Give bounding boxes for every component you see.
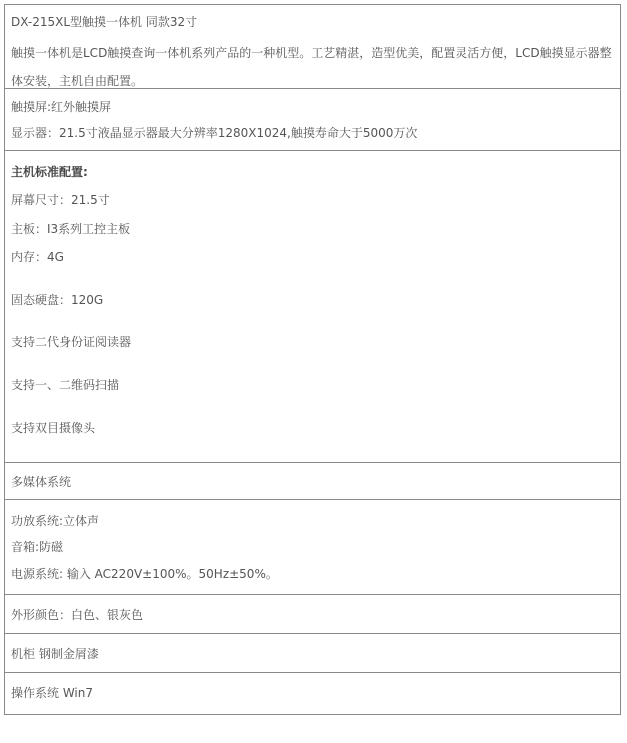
- os-spec: 操作系统 Win7: [11, 686, 93, 700]
- screen-size-spec: 屏幕尺寸：21.5寸: [11, 193, 110, 207]
- amplifier-spec: 功放系统:立体声: [11, 514, 100, 528]
- appearance-color-spec: 外形颜色：白色、银灰色: [11, 608, 144, 622]
- product-description-line1: 触摸一体机是LCD触摸查询一体机系列产品的一种机型。工艺精湛，造型优美，配置灵活方便，LCD触摸显示器整: [11, 46, 612, 60]
- os-row: [5, 673, 620, 714]
- cabinet-spec: 机柜 钢制金屑漆: [11, 647, 99, 661]
- memory-spec: 内存：4G: [11, 250, 64, 264]
- qr-scan-spec: 支持一、二维码扫描: [11, 378, 120, 392]
- speaker-spec: 音箱:防磁: [11, 540, 64, 554]
- id-reader-spec: 支持二代身份证阅读器: [11, 335, 132, 349]
- touch-screen-spec: 触摸屏:红外触摸屏: [11, 100, 112, 114]
- display-row: [5, 89, 620, 151]
- intro-row: [5, 5, 620, 89]
- multimedia-label: 多媒体系统: [11, 475, 72, 489]
- audio-power-row: [5, 500, 620, 595]
- spec-table: [4, 4, 621, 715]
- multimedia-row: [5, 463, 620, 500]
- product-title: DX-215XL型触摸一体机 同款32寸: [11, 15, 198, 29]
- product-description-line2: 体安装，主机自由配置。: [11, 74, 144, 88]
- host-config-row: [5, 151, 620, 463]
- camera-spec: 支持双目摄像头: [11, 421, 96, 435]
- cabinet-row: [5, 634, 620, 673]
- appearance-row: [5, 595, 620, 634]
- ssd-spec: 固态硬盘：120G: [11, 293, 104, 307]
- monitor-spec: 显示器：21.5寸液晶显示器最大分辨率1280X1024,触摸寿命大于5000万次: [11, 126, 418, 140]
- mainboard-spec: 主板：I3系列工控主板: [11, 222, 131, 236]
- power-spec: 电源系统: 输入 AC220V±100%。50Hz±50%。: [11, 567, 278, 581]
- host-config-heading: 主机标准配置:: [11, 165, 88, 179]
